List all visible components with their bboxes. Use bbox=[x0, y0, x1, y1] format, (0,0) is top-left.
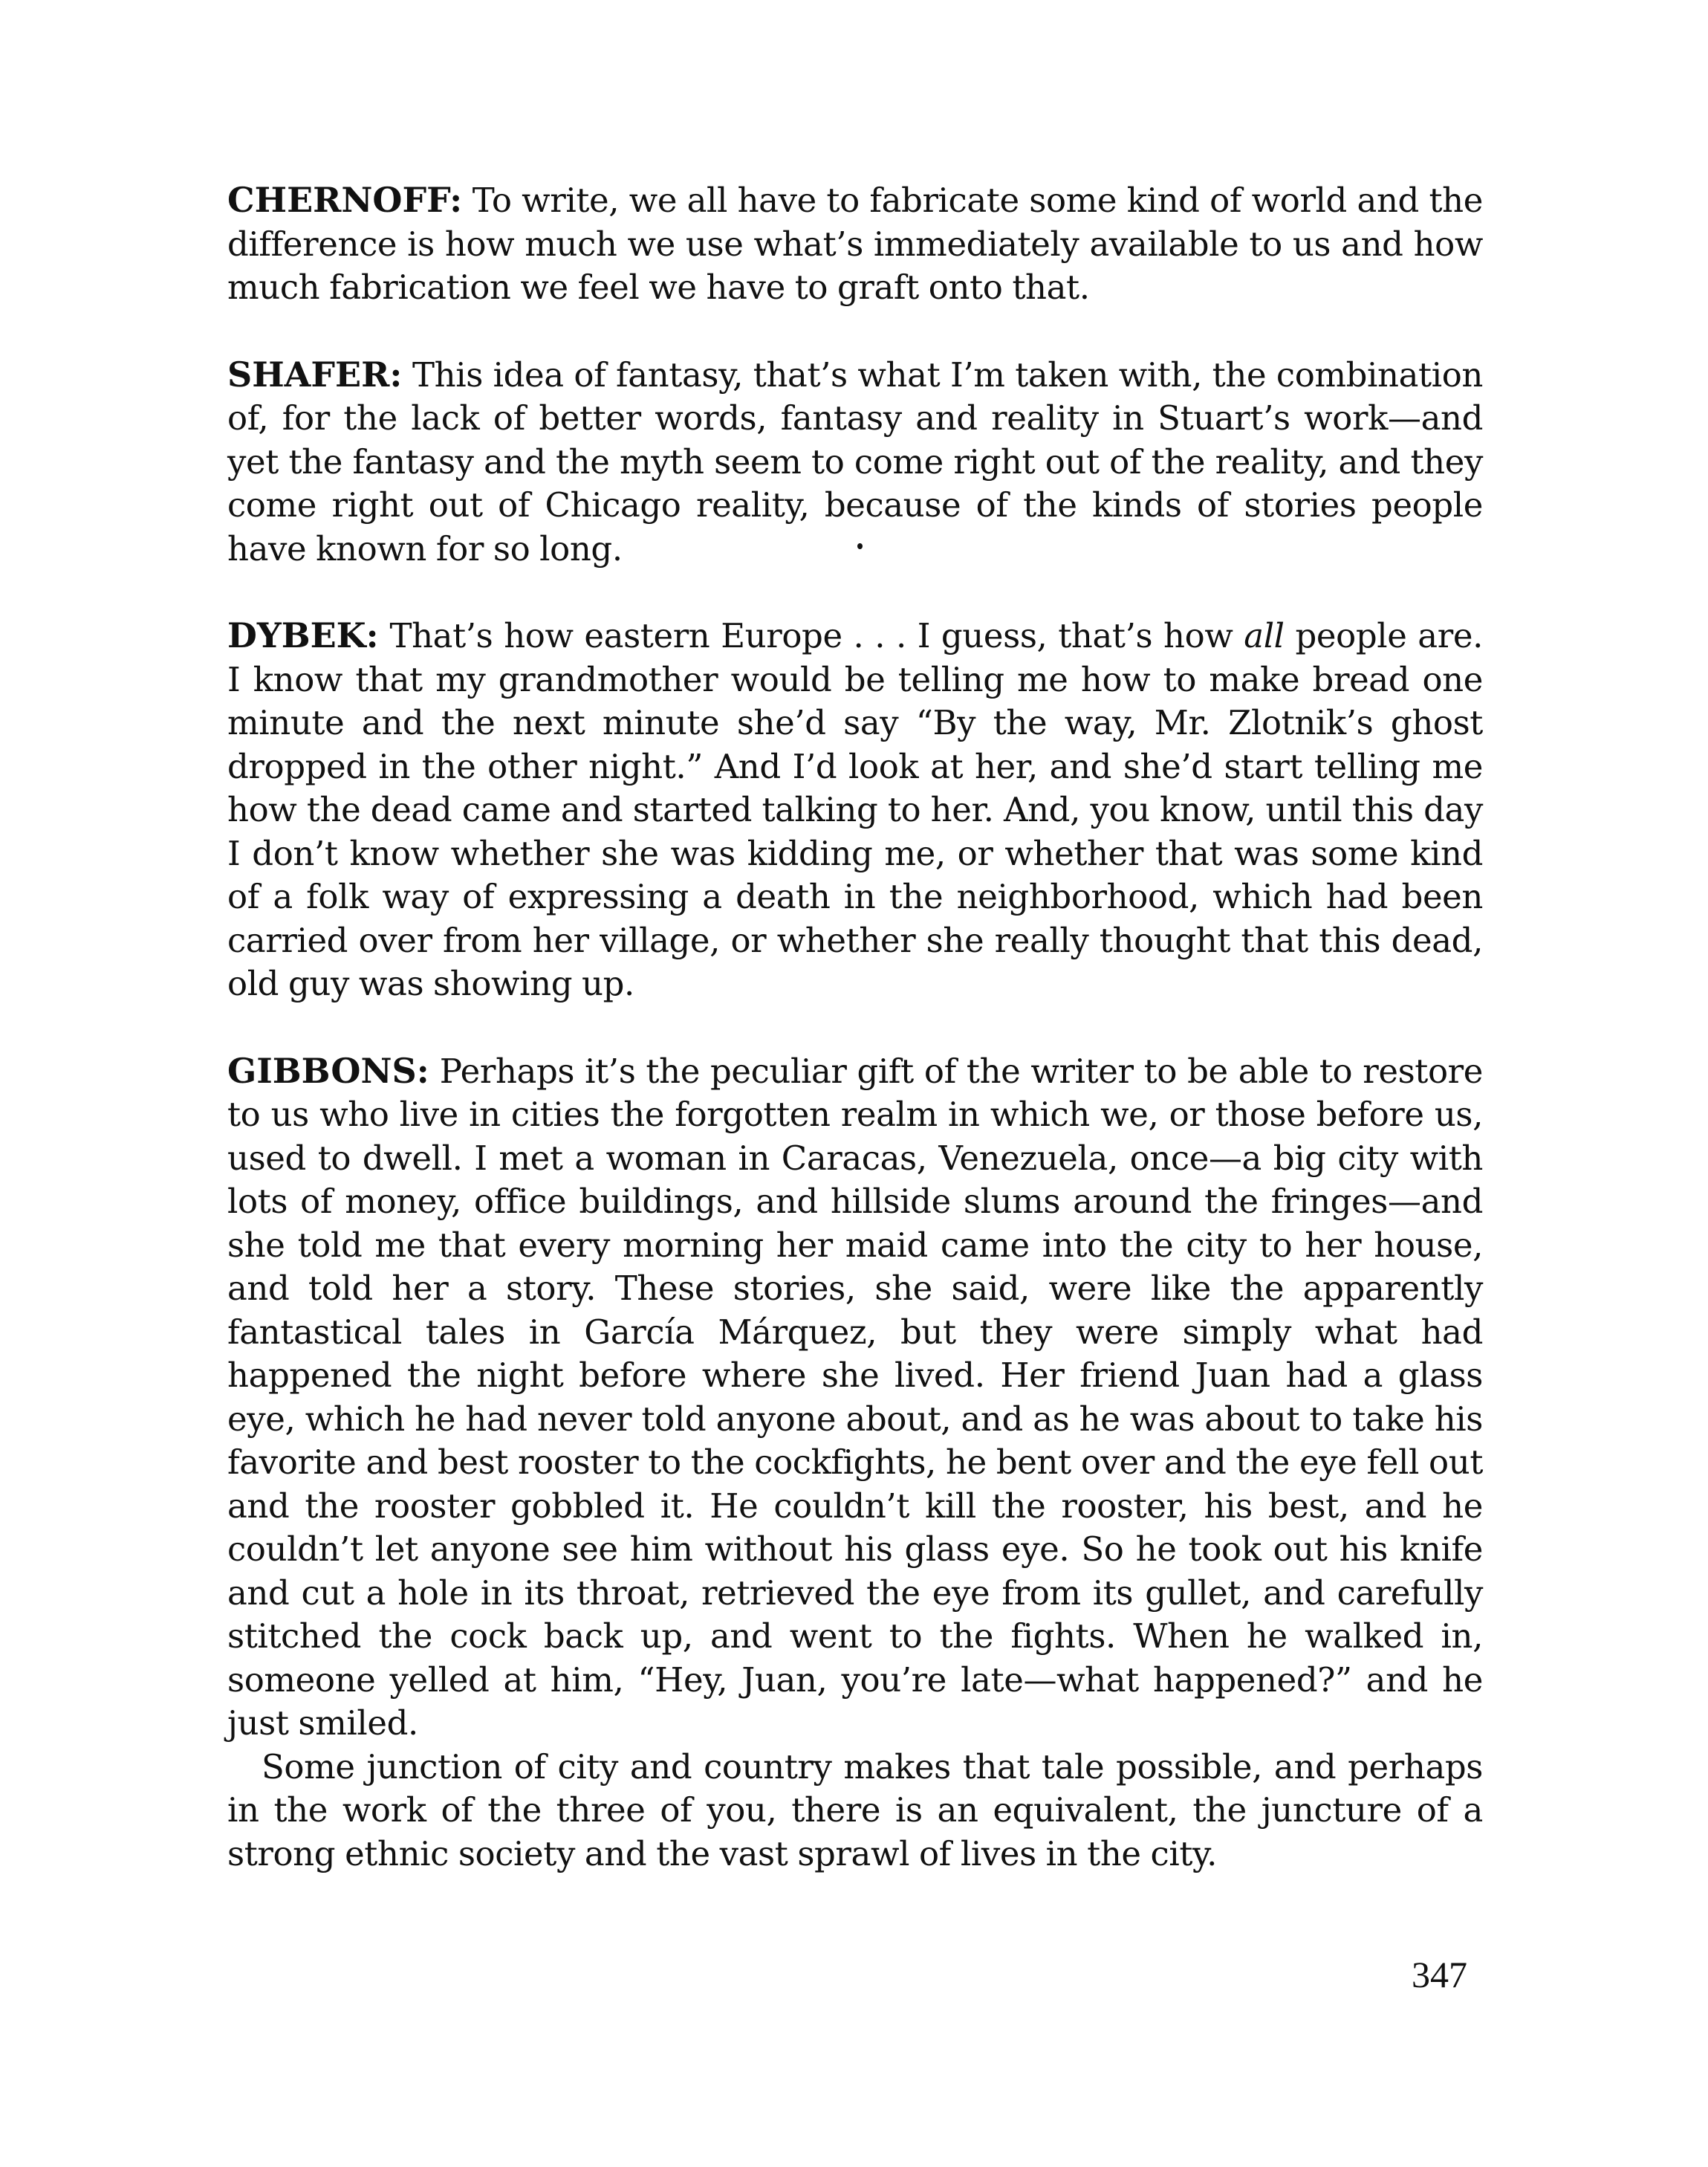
paragraph-text: people are. I know that my grandmother would be telling me how to make bread one minute and the next minute she’d say “By the way, Mr. Zlotnik’s ghost dropped in the other night.” And I’d look at her, and she’d start telling me how the dead came and started talking to her. And, you know, until this day I don’t know whether she was kidding me, or whether that was some kind of a folk way of expressing a death in the neighborhood, which had been carried over from her village, or whether she really thought that this dead, old guy was showing up. bbox=[227, 616, 1483, 1003]
paragraph-shafer bbox=[227, 353, 1483, 571]
speaker-label: SHAFER: bbox=[227, 354, 403, 395]
paragraph-text: This idea of fantasy, that’s what I’m taken with, the combination of, for the lack of better words, fantasy and reality in Stuart’s work—and yet the fantasy and the myth seem to come right out of the reality, and they come right out of Chicago reality, because of the kinds of stories people have known for so long. bbox=[227, 354, 1484, 569]
page-number: 347 bbox=[1412, 1954, 1467, 1995]
paragraph-text: To write, we all have to fabricate some kind of world and the difference is how much we use what’s immediately available to us and how much fabrication we feel we have to graft onto that. bbox=[227, 181, 1483, 307]
paragraph-text: Some junction of city and country makes that tale possible, and perhaps in the work of the three of you, there is an equivalent, the juncture of a strong ethnic society and the vast sprawl of lives in the city. bbox=[227, 1746, 1483, 1873]
speaker-label: DYBEK: bbox=[227, 615, 379, 655]
speaker-label: CHERNOFF: bbox=[227, 180, 463, 220]
emphasis-text: all bbox=[1244, 616, 1285, 655]
paragraph-chernoff bbox=[227, 178, 1483, 310]
page-body bbox=[227, 178, 1483, 1919]
paragraph-gibbons-continued bbox=[227, 1746, 1483, 1876]
speaker-label: GIBBONS: bbox=[227, 1050, 429, 1091]
paragraph-gibbons bbox=[227, 1049, 1483, 1746]
print-speck bbox=[857, 543, 863, 549]
paragraph-text: Perhaps it’s the peculiar gift of the writer to be able to restore to us who live in cities the forgotten realm in which we, or those before us, used to dwell. I met a woman in Caracas, Venezuela, once—a big city with lots of money, office buildings, and hillside slums around the fringes—and she told me that every morning her maid came into the city to her house, and told her a story. These stories, she said, were like the apparently fantastical tales in García Márquez, but they were simply what had happened the night before where she lived. Her friend Juan had a glass eye, which he had never told anyone about, and as he was about to take his favorite and best rooster to the cockfights, he bent over and the eye fell out and the rooster gobbled it. He couldn’t kill the rooster, his best, and he couldn’t let anyone see him without his glass eye. So he took out his knife and cut a hole in its throat, retrieved the eye from its gullet, and carefully stitched the cock back up, and went to the fights. When he walked in, someone yelled at him, “Hey, Juan, you’re late—what happened?” and he just smiled. bbox=[227, 1051, 1484, 1743]
paragraph-text: That’s how eastern Europe . . . I guess, that’s how bbox=[389, 616, 1233, 655]
paragraph-dybek bbox=[227, 614, 1483, 1006]
